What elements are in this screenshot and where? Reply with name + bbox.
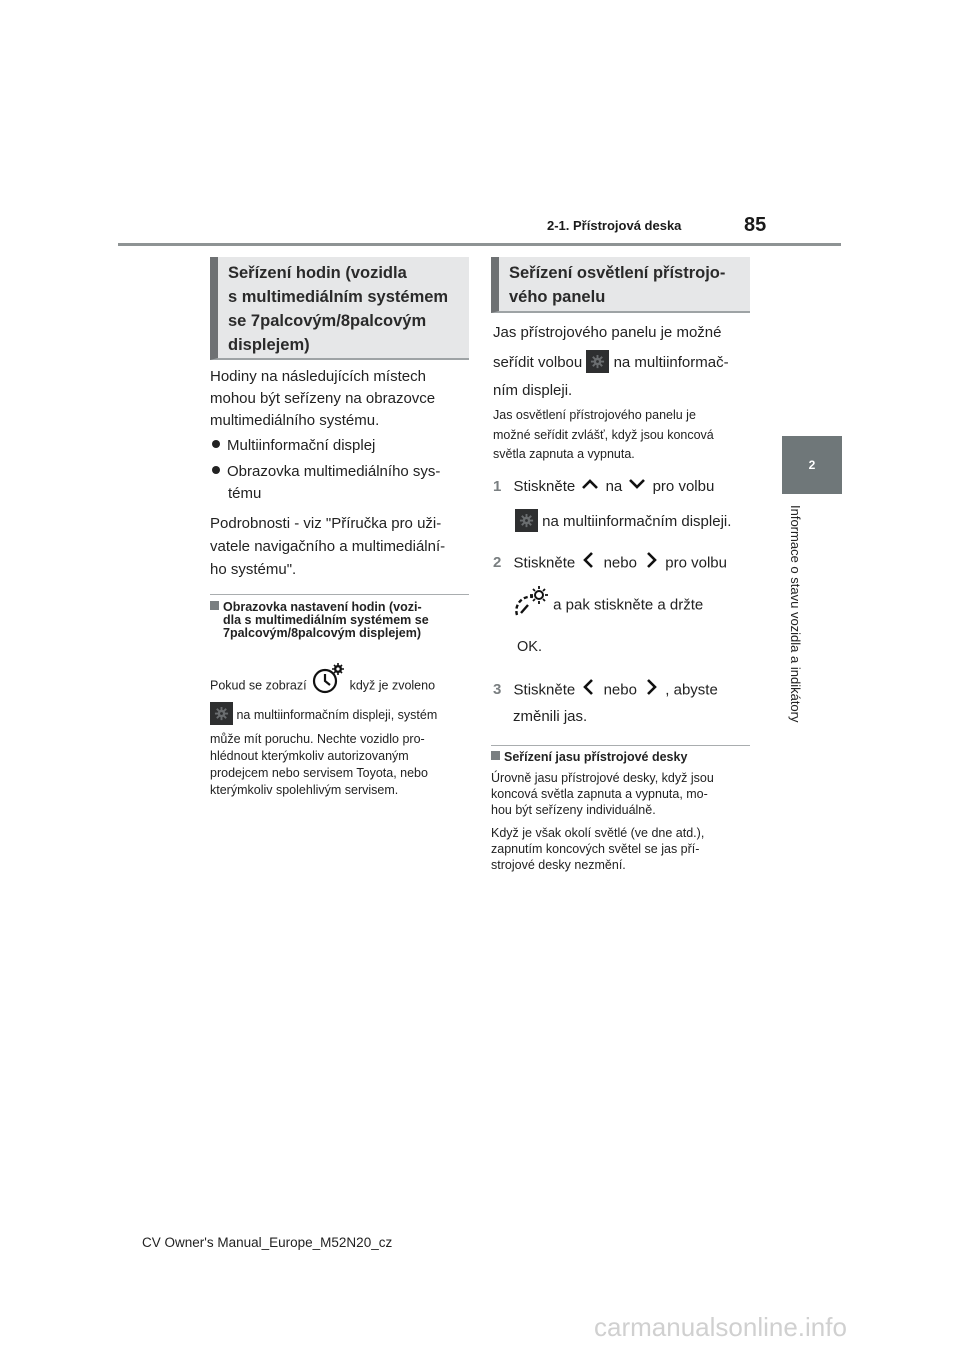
subsection-title-text: Obrazovka nastavení hodin (vozi- xyxy=(223,600,422,614)
step-2 xyxy=(493,550,755,577)
heading-line: s multimediálním systémem xyxy=(228,288,449,306)
heading-line: vého panelu xyxy=(509,288,606,306)
text-line: Jas osvětlení přístrojového panelu je xyxy=(493,408,696,422)
chapter-side-title-text: Informace o stavu vozidla a indikátory xyxy=(788,505,803,723)
clock-warning-line2 xyxy=(210,702,480,725)
chapter-side-title xyxy=(786,505,806,805)
clock-subsection-title xyxy=(210,601,472,640)
chevron-up-icon xyxy=(579,476,601,498)
text-line: multimediálního systému. xyxy=(210,412,380,429)
text-line: hlédnout kterýmkoliv autorizovaným xyxy=(210,749,409,763)
list-item xyxy=(212,461,474,483)
heading-line: Seřízení hodin (vozidla xyxy=(228,264,407,282)
settings-gear-icon xyxy=(210,702,233,725)
chevron-left-icon xyxy=(579,677,599,704)
chapter-tab: 2 xyxy=(782,436,842,494)
chevron-left-icon xyxy=(579,550,599,577)
panel-intro-line2 xyxy=(493,350,755,374)
panel-intro-line1: Jas přístrojového panelu je možné xyxy=(493,324,722,341)
panel-intro-line3: ním displeji. xyxy=(493,382,573,399)
heading-line: Seřízení osvětlení přístrojo- xyxy=(509,264,726,282)
brightness-subsection-title xyxy=(491,751,753,764)
brightness-para2 xyxy=(491,825,753,873)
clock-intro xyxy=(210,366,472,432)
text-line: mohou být seřízeny na obrazovce xyxy=(210,390,436,407)
step-1 xyxy=(493,476,755,498)
step-number: 1 xyxy=(493,478,502,495)
text-line: prodejcem nebo servisem Toyota, nebo xyxy=(210,766,428,780)
bullet-list xyxy=(212,435,474,505)
chevron-down-icon xyxy=(626,476,648,498)
watermark-logo: carmanualsonline.info xyxy=(594,1312,847,1342)
square-bullet-icon xyxy=(491,751,500,760)
clock-warning-rest xyxy=(210,731,472,799)
ok-button-label: OK xyxy=(517,639,538,655)
text-line: Úrovně jasu přístrojové desky, když jsou xyxy=(491,771,714,785)
text-fragment: pro volbu xyxy=(665,554,727,572)
subsection-rule xyxy=(491,745,750,746)
text-line: ho systému". xyxy=(210,561,297,578)
step-number: 3 xyxy=(493,681,502,699)
details-reference xyxy=(210,512,472,581)
chevron-right-icon xyxy=(641,677,661,704)
settings-gear-icon xyxy=(515,509,538,532)
text-fragment: Stiskněte xyxy=(513,554,576,572)
list-item-text: Multiinformační displej xyxy=(227,437,376,454)
heading-line: se 7palcovým/8palcovým xyxy=(228,312,427,330)
footer-manual-id: CV Owner's Manual_Europe_M52N20_cz xyxy=(142,1235,393,1250)
text-fragment: na multiinformačním displeji. xyxy=(542,513,732,530)
text-line: vatele navigačního a multimediální- xyxy=(210,538,446,555)
text-fragment: na multiinformačním displeji, systém xyxy=(236,708,438,722)
text-fragment: , abyste xyxy=(665,681,718,699)
panel-note xyxy=(493,406,755,465)
list-item-continuation: tému xyxy=(228,485,262,502)
text-line: Hodiny na následujících místech xyxy=(210,368,426,385)
text-fragment: Stiskněte xyxy=(513,478,576,495)
brightness-para1 xyxy=(491,770,753,818)
list-item xyxy=(212,435,474,457)
header-rule xyxy=(118,243,841,246)
text-fragment: pro volbu xyxy=(652,478,715,495)
settings-gear-icon xyxy=(586,350,609,373)
text-line: kterýmkoliv spolehlivým servisem. xyxy=(210,783,399,797)
panel-brightness-icon xyxy=(513,585,549,626)
text-line: možné seřídit zvlášť, když jsou koncová xyxy=(493,427,714,442)
step-2-ok xyxy=(517,636,617,658)
text-line: Podrobnosti - viz "Příručka pro uži- xyxy=(210,515,442,532)
text-line: strojové desky nezmění. xyxy=(491,858,626,872)
text-fragment: když je zvoleno xyxy=(349,678,436,693)
text-fragment: nebo xyxy=(603,681,637,699)
step-1-continuation xyxy=(515,509,755,533)
running-header-section: 2-1. Přístrojová deska xyxy=(547,218,682,233)
subsection-rule xyxy=(210,594,469,595)
text-line: může mít poruchu. Nechte vozidlo pro- xyxy=(210,732,425,746)
text-fragment: Stiskněte xyxy=(513,681,576,699)
subsection-title-line: dla s multimediálním systémem se xyxy=(223,613,429,627)
step-3-continuation: změnili jas. xyxy=(513,708,588,725)
text-fragment: na multiinformač- xyxy=(613,354,729,371)
step-number: 2 xyxy=(493,554,502,572)
text-fragment: na xyxy=(605,478,623,495)
bullet-icon xyxy=(212,440,220,448)
bullet-icon xyxy=(212,466,220,474)
heading-line: displejem) xyxy=(228,336,310,354)
text-line: Když je však okolí světlé (ve dne atd.), xyxy=(491,826,705,840)
list-item-text: Obrazovka multimediálního sys- xyxy=(227,463,441,480)
page-number: 85 xyxy=(744,214,767,236)
text-line: hou být seřízeny individuálně. xyxy=(491,803,656,817)
text-fragment: Pokud se zobrazí xyxy=(210,678,307,693)
chevron-right-icon xyxy=(641,550,661,577)
square-bullet-icon xyxy=(210,601,219,610)
text-fragment: seřídit volbou xyxy=(493,354,583,371)
text-line: světla zapnuta a vypnuta. xyxy=(493,447,635,461)
text-fragment: a pak stiskněte a držte xyxy=(553,596,704,614)
text-line: zapnutím koncových světel se jas pří- xyxy=(491,842,700,856)
step-3 xyxy=(493,677,755,704)
text-line: koncová světla zapnuta a vypnuta, mo- xyxy=(491,787,708,801)
panel-lighting-heading xyxy=(491,257,750,313)
step-2-continuation xyxy=(513,585,758,626)
subsection-title-text: Seřízení jasu přístrojové desky xyxy=(504,750,688,764)
subsection-title-line: 7palcovým/8palcovým displejem) xyxy=(223,626,422,640)
text-fragment: nebo xyxy=(603,554,637,572)
clock-settings-heading xyxy=(210,257,469,360)
text-fragment: . xyxy=(537,639,542,655)
